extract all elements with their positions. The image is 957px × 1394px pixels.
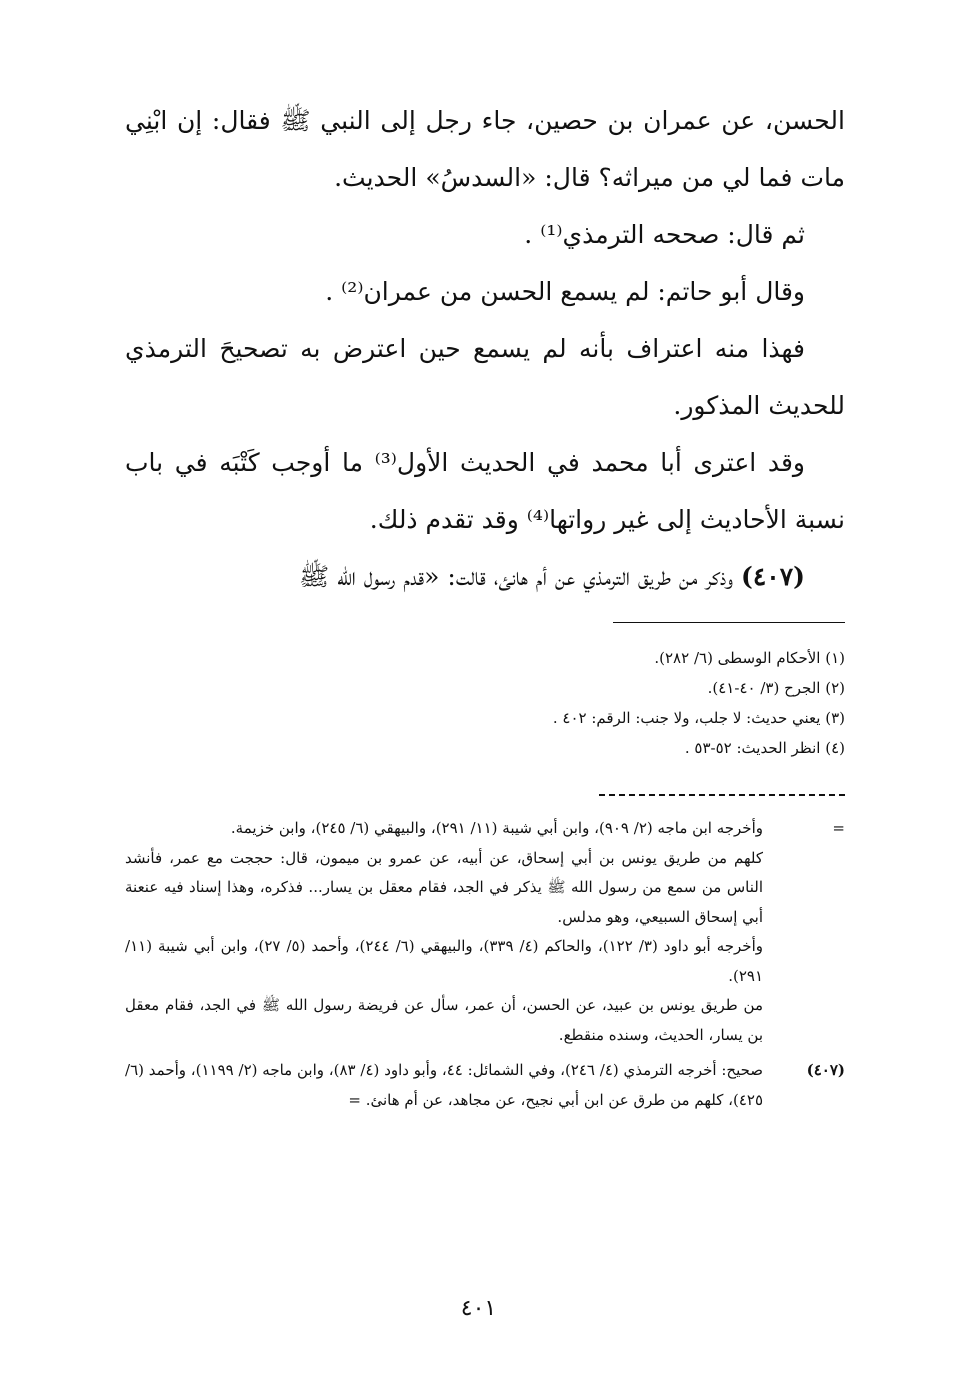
continuation-marker: = [832,819,845,837]
note-text: صحيح: أخرجه الترمذي (٤/ ٢٤٦)، وفي الشمائل: ٤٤، وأبو داود (٤/ ٨٣)، وابن ماجه (٢/ ١١٩٩)، وأحمد (٦/ ٤٢٥)، كلهم من طرق عن ابن أبي نجيح، عن مجاهد، عن أم هانئ. [125,1061,764,1109]
note-line: من طريق يونس بن عبيد، عن الحسن، أن عمر، سأل عن فريضة رسول الله ﷺ في الجد، فقام معقل بن يسار، الحديث، وسنده منقطع. [125,996,763,1044]
notes-block-body [125,1056,763,1115]
notes-block-body [125,814,763,1050]
page-number: ٤٠١ [460,1296,497,1321]
paragraph-5: وقد اعترى أبا محمد في الحديث الأول⁽³⁾ ما أوجب كَتْبَه في باب نسبة الأحاديث إلى غير رواتها⁽⁴⁾ وقد تقدم ذلك. [125,448,845,534]
hadith-number: (٤٠٧) [741,562,805,591]
paragraph-1: الحسن، عن عمران بن حصين، جاء رجل إلى النبي ﷺ فقال: إن ابْنِي مات فما لي من ميراثه؟ قال: «السدسُ» الحديث. [125,106,845,192]
paragraph-2: ثم قال: صححه الترمذي⁽¹⁾ . [524,220,805,249]
notes-block-continued [125,814,845,1050]
paragraph-3: وقال أبو حاتم: لم يسمع الحسن من عمران⁽²⁾ . [325,277,805,306]
note-number [763,1056,845,1115]
footnote-2: (٢) الجرح (٣/ ٤٠-٤١). [707,679,845,697]
note-line: وأخرجه أبو داود (٣/ ١٢٢)، والحاكم (٤/ ٣٣٩)، والبيهقي (٦/ ٢٤٤)، وأحمد (٥/ ٢٧)، وابن أبي شيبة (١١/ ٢٩١). [125,937,763,985]
footnote-3: (٣) يعني حديث: لا جلب، ولا جنب: الرقم: ٤٠٢ . [552,709,845,727]
note-line [125,1056,763,1115]
footnote-1: (١) الأحكام الوسطى (٦/ ٢٨٢). [654,649,845,667]
continuation-marker: = [348,1090,361,1109]
paragraph-6 [125,548,845,605]
editor-notes [125,814,845,1115]
hadith-text: وذكر من طريق الترمذي عن أم هانئ، قالت: «قدم رسول الله ﷺ [299,562,734,591]
footnotes [125,643,845,763]
footnote-4: (٤) انظر الحديث: ٥٢-٥٣ . [684,739,845,757]
paragraph-4: فهذا منه اعتراف بأنه لم يسمع حين اعترض به تصحيحَ الترمذي للحديث المذكور. [125,334,845,420]
note-line: وأخرجه ابن ماجه (٢/ ٩٠٩)، وابن أبي شيبة (١١/ ٢٩١)، والبيهقي (٦/ ٢٤٥)، وابن خزيمة. [230,819,763,837]
main-text [125,92,845,605]
note-number-label: (٤٠٧) [806,1061,845,1079]
note-line: كلهم من طريق يونس بن أبي إسحاق، عن أبيه، عن عمرو بن ميمون، قال: حججت مع عمر، فأنشد الناس من سمع من رسول الله ﷺ يذكر في الجد، فقام معقل بن يسار... فذكره، وهذا إسناد فيه عنعنة أبي إسحاق السبيعي، وهو مدلس. [125,848,763,926]
notes-block-407 [125,1056,845,1115]
footnote-separator [613,622,845,623]
notes-separator [599,794,845,796]
